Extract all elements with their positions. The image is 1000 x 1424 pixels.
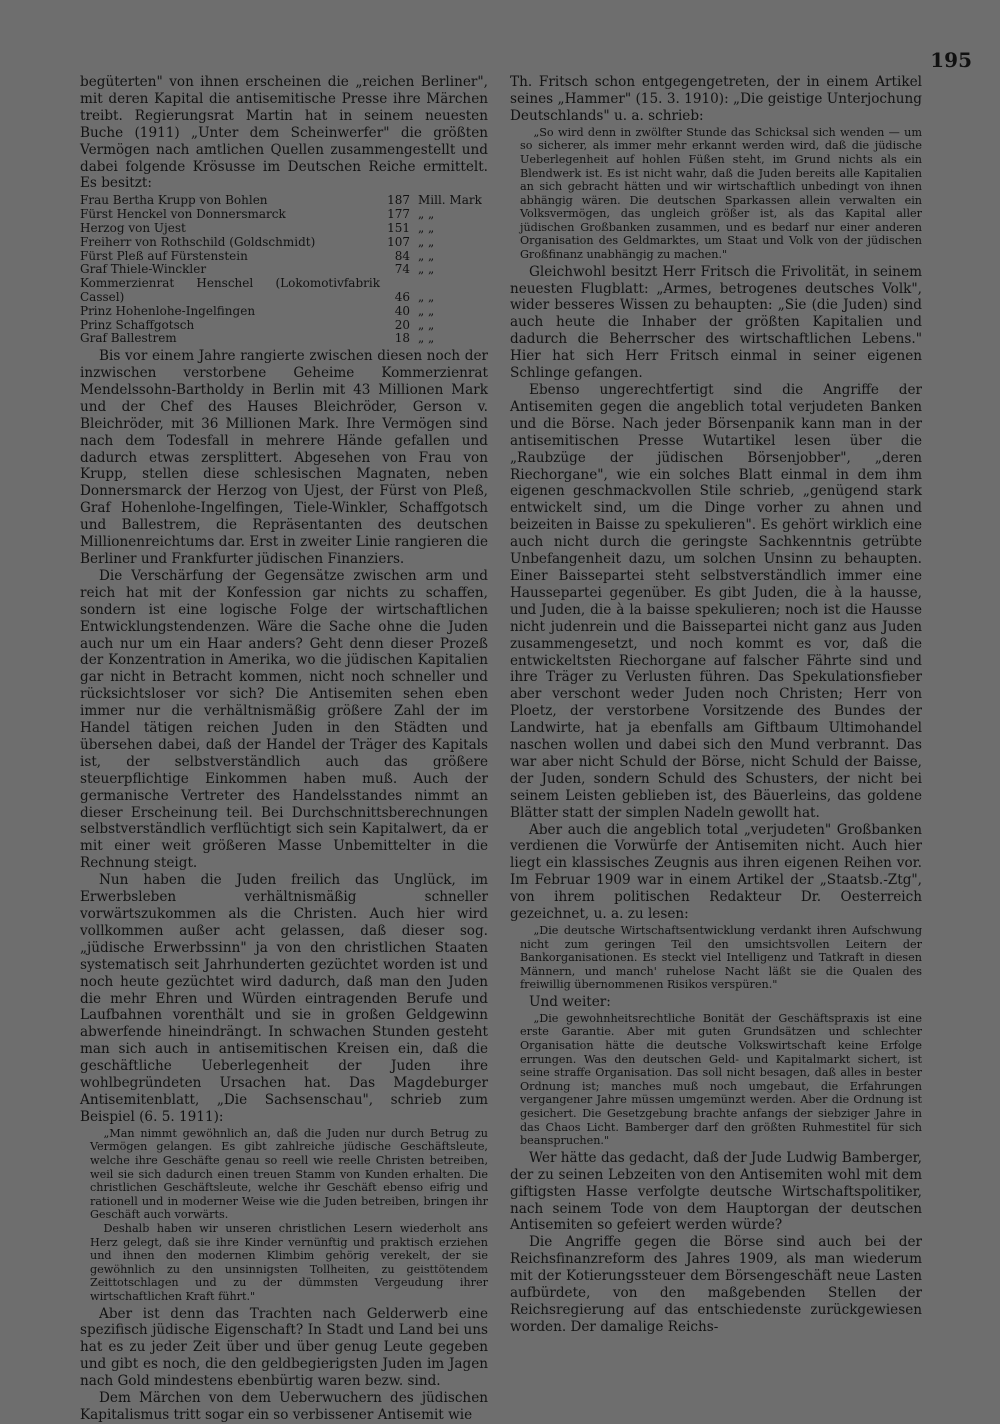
right-column	[510, 74, 922, 1336]
table-row	[80, 250, 488, 264]
paragraph: Aber ist denn das Trachten nach Gelderwerb eine spezifisch jüdische Eigenschaft? In Stadt und Land bei uns hat es zu jeder Zeit über und über genug Leute gegeben und gibt es noch, die den geldbegierigsten Juden im Jagen nach Gold mindestens ebenbürtig waren bezw. sind.	[80, 1305, 488, 1390]
quote-paragraph: „Man nimmt gewöhnlich an, daß die Juden nur durch Betrug zu Vermögen gelangen. Es gibt zahlreiche jüdische Geschäftsleute, welche ihre Geschäfte genau so reell wie reelle Christen betreiben, weil sie sich dadurch einen treuen Stamm von Kunden erhalten. Die christlichen Geschäftsleute, welche ihr Geschäft ebenso eifrig und rationell und in moderner Weise wie die Juden betreiben, bringen ihr Geschäft auch vorwärts.	[90, 1126, 488, 1222]
wealth-unit: „ „	[418, 248, 435, 263]
wealth-unit: „ „	[418, 220, 435, 235]
paragraph: Gleichwohl besitzt Herr Fritsch die Frivolität, in seinem neuesten Flugblatt: „Armes, betrogenes deutsches Volk", wider besseres Wissen zu behaupten: „Sie (die Juden) sind auch heute die Inhaber der größten Kapitalien und dadurch die Beherrscher des wirtschaftlichen Lebens." Hier hat sich Herr Fritsch einmal in seiner eigenen Schlinge gefangen.	[510, 263, 922, 382]
paragraph: begüterten" von ihnen erscheinen die „reichen Berliner", mit deren Kapital die antisemitische Presse ihre Märchen treibt. Regierungsrat Martin hat in seinem neuesten Buche (1911) „Unter dem Scheinwerfer" die größten Vermögen nach amtlichen Quellen zusammengestellt und dabei folgende Krösusse im Deutschen Reiche ermittelt. Es besitzt:	[80, 74, 488, 192]
wealth-holder-name: Fürst Pleß auf Fürstenstein	[80, 248, 248, 263]
wealth-amount: 20	[394, 317, 410, 332]
wealth-unit: „ „	[418, 234, 435, 249]
wealth-holder-name: Prinz Hohenlohe-Ingelfingen	[80, 303, 256, 318]
paragraph: Th. Fritsch schon entgegengetreten, der in einem Artikel seines „Hammer" (15. 3. 1910): „Die geistige Unterjochung Deutschlands" u. a. schrieb:	[510, 74, 922, 124]
wealth-unit: „ „	[418, 331, 435, 346]
quote-paragraph: Deshalb haben wir unseren christlichen Lesern wiederholt ans Herz gelegt, daß sie ihre Kinder vernünftig und praktisch erziehen und ihnen den modernen Klimbim gehörig verekelt, der sie gewöhnlich zu den unsinnigsten Tollheiten, zu geisttötendem Zeittotschlagen und zu der dümmsten Vergeudung ihrer wirtschaftlichen Kraft führt."	[90, 1221, 488, 1303]
page-number: 195	[930, 48, 972, 72]
quote-paragraph: „Die gewohnheitsrechtliche Bonität der Geschäftspraxis ist eine erste Garantie. Aber mit guten Grundsätzen und schlechter Organisation hätte die deutsche Volkswirtschaft keine Erfolge errungen. Was den deutschen Geld- und Kapitalmarkt sichert, ist seine straffe Organisation. Das soll nicht besagen, daß alles in bester Ordnung ist; manches muß noch umgebaut, die Erfahrungen vergangener Jahre müssen umgemünzt werden. Aber die Ordnung ist gesichert. Die Gesetzgebung brachte anfangs der siebziger Jahre in das Chaos Licht. Bamberger darf den größten Ruhmestitel für sich beanspruchen."	[520, 1011, 922, 1148]
paragraph: Bis vor einem Jahre rangierte zwischen diesen noch der inzwischen verstorbene Geheime Kommerzienrat Mendelssohn-Bartholdy in Berlin mit 43 Millionen Mark und der Chef des Hauses Bleichröder, Gerson v. Bleichröder, mit 36 Millionen Mark. Ihre Vermögen sind nach dem Todesfall in mehrere Hände gefallen und dadurch etwas zersplittert. Abgesehen von Frau von Krupp, stellen diese schlesischen Magnaten, neben Donnersmarck der Herzog von Ujest, der Fürst von Pleß, Graf Hohenlohe-Ingelfingen, Tiele-Winkler, Schaffgotsch und Ballestrem, die Repräsentanten des deutschen Millionenreichtums dar. Erst in zweiter Linie rangieren die Berliner und Frankfurter jüdischen Finanziers.	[80, 348, 488, 567]
wealth-amount: 40	[394, 303, 410, 318]
table-row	[80, 277, 488, 305]
wealth-amount: 107	[387, 234, 410, 249]
block-quote	[510, 1012, 922, 1148]
wealth-holder-name: Herzog von Ujest	[80, 220, 186, 235]
wealth-amount: 151	[387, 220, 410, 235]
quote-paragraph: „Die deutsche Wirtschaftsentwicklung verdankt ihren Aufschwung nicht zum geringen Teil den umsichtsvollen Leitern der Bankorganisationen. Es steckt viel Intelligenz und Tatkraft in diesen Männern, und manch' ruhelose Nacht läßt sie die Qualen des freiwillig übernommenen Risikos verspüren."	[520, 924, 922, 992]
paragraph: Die Verschärfung der Gegensätze zwischen arm und reich hat mit der Konfession gar nichts zu schaffen, sondern ist eine logische Folge der wirtschaftlichen Entwicklungstendenzen. Wäre die Sache ohne die Juden auch nur um ein Haar anders? Geht denn dieser Prozeß der Konzentration in Amerika, wo die jüdischen Kapitalien gar nicht in Betracht kommen, nicht noch schneller und rücksichtsloser vor sich? Die Antisemiten sehen eben immer nur die verhältnismäßig größere Zahl der im Handel tätigen reichen Juden in den Städten und übersehen dabei, daß der Handel der Träger des Kapitals ist, der selbstverständlich auch das größere steuerpflichtige Einkommen haben muß. Auch der germanische Vertreter des Handelsstandes nimmt an dieser Erscheinung teil. Bei Durchschnittsberechnungen selbstverständlich verflüchtigt sich sein Kapitalwert, da er mit einer weit größeren Masse Unbemittelter in die Rechnung steigt.	[80, 567, 488, 872]
table-row	[80, 208, 488, 222]
wealth-unit: „ „	[418, 317, 435, 332]
paragraph: Wer hätte das gedacht, daß der Jude Ludwig Bamberger, der zu seinen Lebzeiten von den Antisemiten wohl mit dem giftigsten Hasse verfolgte deutsche Wirtschaftspolitiker, nach seinem Tode von dem Hauptorgan der deutschen Antisemiten so gefeiert werden würde?	[510, 1149, 922, 1234]
wealth-amount: 177	[387, 207, 410, 222]
wealth-amount: 46	[394, 289, 410, 304]
table-row	[80, 263, 488, 277]
paragraph: Aber auch die angeblich total „verjudeten" Großbanken verdienen die Vorwürfe der Antisemiten nicht. Auch hier liegt ein klassisches Zeugnis aus ihren eigenen Reihen vor. Im Februar 1909 war in einem Artikel der „Staatsb.-Ztg", von ihrem politischen Redakteur Dr. Oesterreich gezeichnet, u. a. zu lesen:	[510, 821, 922, 923]
wealth-unit: „ „	[418, 289, 435, 304]
wealth-unit: „ „	[418, 207, 435, 222]
table-row	[80, 332, 488, 346]
table-row	[80, 194, 488, 208]
wealth-amount: 74	[394, 262, 410, 277]
wealth-holder-name: Kommerzienrat Henschel (Lokomotivfabrik Cassel)	[80, 276, 380, 304]
wealth-amount: 18	[394, 331, 410, 346]
wealth-unit: Mill. Mark	[418, 193, 482, 208]
block-quote	[80, 1127, 488, 1304]
wealth-holder-name: Graf Ballestrem	[80, 331, 177, 346]
paragraph: Ebenso ungerechtfertigt sind die Angriffe der Antisemiten gegen die angeblich total verjudeten Banken und die Börse. Nach jeder Börsenpanik kann man in der antisemitischen Presse Wutartikel lesen über die „Raubzüge der jüdischen Börsenjobber", „deren Riechorgane", wie ein solches Blatt einmal in dem ihm eigenen geschmackvollen Stile schrieb, „genügend stark entwickelt sind, um die Dinge vorher zu ahnen und beizeiten in Baisse zu spekulieren". Es gehört wirklich eine auch nicht durch die geringste Sachkenntnis getrübte Unbefangenheit dazu, um solchen Unsinn zu behaupten. Einer Baissepartei steht selbstverständlich immer eine Haussepartei gegenüber. Es gibt Juden, die à la hausse, und Juden, die à la baisse spekulieren; noch ist die Hausse nicht judenrein und die Baissepartei nicht ganz aus Juden zusammengesetzt, und noch kommt es vor, daß die entwickeltsten Riechorgane auf falscher Fährte sind und ihre Träger zu Verlusten führen. Das Spekulationsfieber aber verschont weder Juden noch Christen; Herr von Ploetz, der verstorbene Vorsitzende des Bundes der Landwirte, hat ja ebenfalls am Giftbaum Ultimohandel naschen wollen und dabei sich den Mund verbrannt. Das war aber nicht Schuld der Börse, nicht Schuld der Baisse, der Juden, sondern Schuld des Schusters, der nicht bei seinem Leisten geblieben ist, des Bäuerleins, das goldene Blätter statt der simplen Nadeln gewollt hat.	[510, 382, 922, 821]
wealth-holder-name: Prinz Schaffgotsch	[80, 317, 195, 332]
wealth-holder-name: Graf Thiele-Winckler	[80, 262, 207, 277]
table-row	[80, 319, 488, 333]
quote-paragraph: „So wird denn in zwölfter Stunde das Schicksal sich wenden — um so sicherer, als immer mehr erkannt werden wird, daß die jüdische Ueberlegenheit auf hohlen Füßen steht, im Grund nichts als ein Blendwerk ist. Es ist nicht wahr, daß die Juden bereits alle Kapitalien an sich gebracht hätten und wir wirtschaftlich unbedingt von ihnen abhängig wären. Die deutschen Sparkassen allein verwalten ein Volksvermögen, das ungleich größer ist, als das Kapital aller jüdischen Großbanken zusammen, und es bedarf nur einer anderen Organisation des Geldmarktes, um Staat und Volk von der jüdischen Großfinanz unabhängig zu machen."	[520, 125, 922, 262]
wealth-table	[80, 194, 488, 346]
table-row	[80, 305, 488, 319]
left-column	[80, 74, 488, 1424]
wealth-unit: „ „	[418, 262, 435, 277]
paragraph: Die Angriffe gegen die Börse sind auch bei der Reichsfinanzreform des Jahres 1909, als man wiederum mit der Kotierungssteuer dem Börsengeschäft neue Lasten aufbürdete, von den maßgebenden Stellen der Reichsregierung auf das entschiedenste zurückgewiesen worden. Der damalige Reichs-	[510, 1234, 922, 1335]
wealth-unit: „ „	[418, 303, 435, 318]
wealth-holder-name: Frau Bertha Krupp von Bohlen	[80, 193, 268, 208]
block-quote	[510, 126, 922, 262]
wealth-holder-name: Fürst Henckel von Donnersmarck	[80, 207, 286, 222]
table-row	[80, 222, 488, 236]
block-quote	[510, 924, 922, 992]
table-row	[80, 236, 488, 250]
wealth-amount: 84	[394, 248, 410, 263]
wealth-amount: 187	[387, 193, 410, 208]
wealth-holder-name: Freiherr von Rothschild (Goldschmidt)	[80, 234, 316, 249]
paragraph: Nun haben die Juden freilich das Unglück, im Erwerbsleben verhältnismäßig schneller vorwärtszukommen als die Christen. Auch hier wird vollkommen außer acht gelassen, daß dieser sog. „jüdische Erwerbssinn" ja von den christlichen Staaten systematisch seit Jahrhunderten gezüchtet worden ist und noch heute gezüchtet wird dadurch, daß man den Juden die mehr Ehren und Würden eintragenden Berufe und Laufbahnen vorenthält und sie in großen Geldgewinn abwerfende hineindrängt. In schwachen Stunden gesteht man sich auch in antisemitischen Kreisen ein, daß die geschäftliche Ueberlegenheit der Juden ihre wohlbegründeten Ursachen hat. Das Magdeburger Antisemitenblatt, „Die Sachsenschau", schrieb zum Beispiel (6. 5. 1911):	[80, 872, 488, 1125]
paragraph: Und weiter:	[529, 993, 611, 1010]
paragraph: Dem Märchen von dem Ueberwuchern des jüdischen Kapitalismus tritt sogar ein so verbissener Antisemit wie	[80, 1390, 488, 1423]
